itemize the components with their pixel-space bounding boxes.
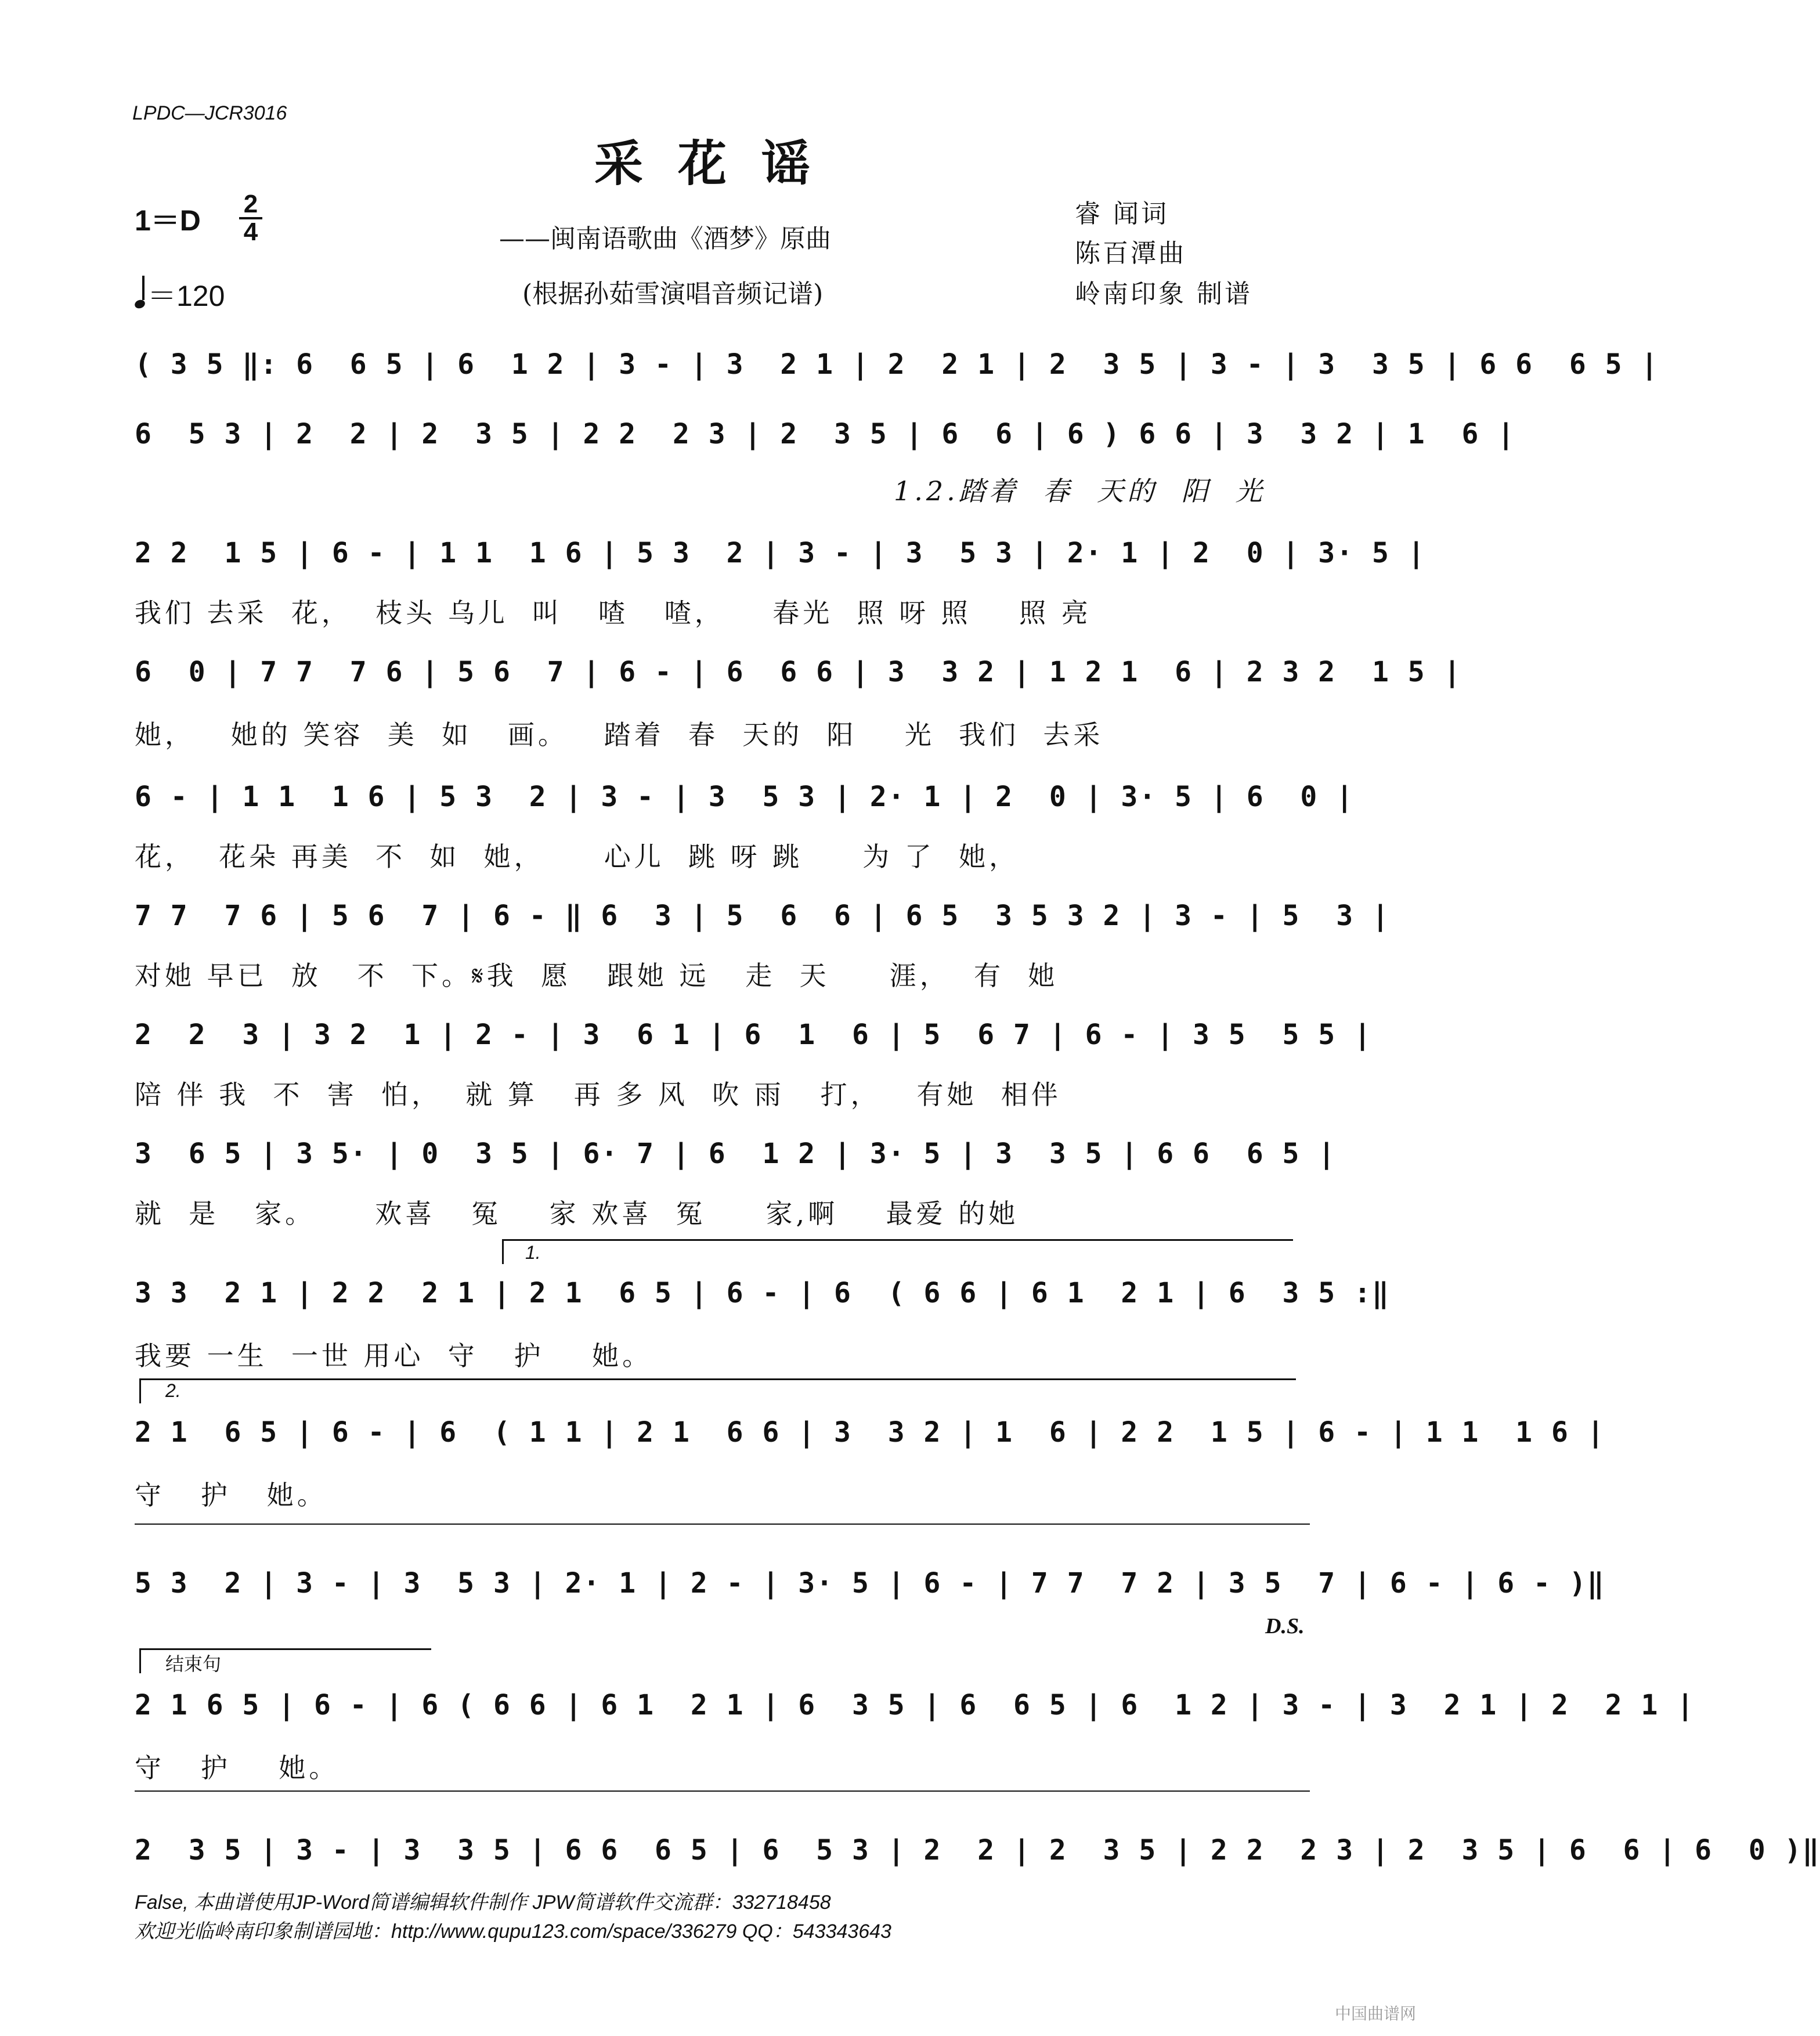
score-line-2-notes: 6 5 3 | 2 2 | 2 3 5 | 2 2 2 3 | 2 3 5 | 6 6 | 6 ) 6 6 | 3 3 2 | 1 6 |	[135, 418, 1516, 450]
score-line-8-lyrics: 就 是 家。 欢喜 冤 家 欢喜 冤 家,啊 最爱 的她	[135, 1198, 1019, 1229]
score-line-11-notes: 5 3 2 | 3 - | 3 5 3 | 2· 1 | 2 - | 3· 5 | 6 - | 7 7 7 2 | 3 5 7 | 6 - | 6 - )‖	[135, 1567, 1605, 1600]
coda-label: 结束句	[165, 1653, 222, 1675]
score-line-7-lyrics: 陪 伴 我 不 害 怕， 就 算 再 多 风 吹 雨 打， 有她 相伴	[135, 1079, 1061, 1110]
first-ending-bracket	[502, 1239, 1293, 1264]
footer-line-1: False, 本曲谱使用JP-Word简谱编辑软件制作 JPW简谱软件交流群：332718458	[135, 1891, 831, 1914]
section-divider	[135, 1524, 1310, 1525]
time-signature	[239, 190, 262, 246]
quarter-note-icon	[133, 298, 146, 309]
composer-credit: 陈百潭曲	[1075, 239, 1186, 268]
meter-bottom: 4	[243, 218, 258, 246]
second-ending-label: 2.	[165, 1380, 181, 1401]
subtitle: ——闽南语歌曲《酒梦》原曲	[499, 224, 831, 254]
meter-top: 2	[243, 190, 258, 218]
second-ending-bracket	[139, 1378, 1296, 1403]
score-line-6-notes: 7 7 7 6 | 5 6 7 | 6 - ‖ 6 3 | 5 6 6 | 6 5 3 5 3 2 | 3 - | 5 3 |	[135, 900, 1390, 932]
score-line-1-notes: ( 3 5 ‖: 6 6 5 | 6 1 2 | 3 - | 3 2 1 | 2 2 1 | 2 3 5 | 3 - | 3 3 5 | 6 6 6 5 |	[135, 348, 1659, 381]
score-line-13-notes: 2 3 5 | 3 - | 3 3 5 | 6 6 6 5 | 6 5 3 | 2 2 | 2 3 5 | 2 2 2 3 | 2 3 5 | 6 6 | 6 0 )‖	[135, 1834, 1820, 1867]
score-line-3-lyrics: 我们 去采 花， 枝头 乌儿 叫 喳 喳， 春光 照 呀 照 照 亮	[135, 597, 1092, 629]
section-divider-2	[135, 1790, 1310, 1792]
watermark-logo: 中国曲谱网	[1334, 2004, 1416, 2023]
dal-segno-mark: D.S.	[1265, 1614, 1305, 1638]
score-line-6-lyrics: 对她 早已 放 不 下。𝄋我 愿 跟她 远 走 天 涯， 有 她	[135, 960, 1059, 991]
score-line-12-notes: 2 1 6 5 | 6 - | 6 ( 6 6 | 6 1 2 1 | 6 3 5 | 6 6 5 | 6 1 2 | 3 - | 3 2 1 | 2 2 1 |	[135, 1689, 1695, 1721]
first-ending-label: 1.	[525, 1242, 541, 1263]
score-line-7-notes: 2 2 3 | 3 2 1 | 2 - | 3 6 1 | 6 1 6 | 5 6 7 | 6 - | 3 5 5 5 |	[135, 1019, 1372, 1051]
score-line-5-notes: 6 - | 1 1 1 6 | 5 3 2 | 3 - | 3 5 3 | 2· 1 | 2 0 | 3· 5 | 6 0 |	[135, 781, 1355, 813]
score-line-10-notes: 2 1 6 5 | 6 - | 6 ( 1 1 | 2 1 6 6 | 3 3 2 | 1 6 | 2 2 1 5 | 6 - | 1 1 1 6 |	[135, 1416, 1605, 1449]
arranger-credit: 岭南印象 制谱	[1075, 279, 1252, 309]
lyricist-credit: 睿 闻词	[1075, 199, 1169, 229]
footer-line-2: 欢迎光临岭南印象制谱园地：http://www.qupu123.com/space/336279 QQ：543343643	[135, 1921, 891, 1943]
score-line-3-notes: 2 2 1 5 | 6 - | 1 1 1 6 | 5 3 2 | 3 - | 3 5 3 | 2· 1 | 2 0 | 3· 5 |	[135, 537, 1426, 569]
score-code: LPDC—JCR3016	[132, 102, 287, 124]
score-line-2-lyrics: 1.2.踏着 春 天的 阳 光	[894, 475, 1266, 507]
score-line-4-lyrics: 她， 她的 笑容 美 如 画。 踏着 春 天的 阳 光 我们 去采	[135, 719, 1104, 750]
score-line-9-notes: 3 3 2 1 | 2 2 2 1 | 2 1 6 5 | 6 - | 6 ( 6 6 | 6 1 2 1 | 6 3 5 :‖	[135, 1277, 1390, 1309]
key-signature: 1＝D	[135, 204, 201, 237]
tempo-value: ＝120	[147, 280, 225, 312]
score-line-5-lyrics: 花， 花朵 再美 不 如 她， 心儿 跳 呀 跳 为 了 她，	[135, 841, 1020, 872]
song-title: 采花谣	[594, 135, 845, 192]
tempo-marking	[135, 273, 225, 315]
score-line-10-lyrics: 守 护 她。	[135, 1479, 327, 1511]
source-note: (根据孙茹雪演唱音频记谱)	[522, 279, 824, 309]
score-line-8-notes: 3 6 5 | 3 5· | 0 3 5 | 6· 7 | 6 1 2 | 3· 5 | 3 3 5 | 6 6 6 5 |	[135, 1138, 1337, 1170]
score-line-12-lyrics: 守 护 她。	[135, 1752, 340, 1784]
score-line-4-notes: 6 0 | 7 7 7 6 | 5 6 7 | 6 - | 6 6 6 | 3 3 2 | 1 2 1 6 | 2 3 2 1 5 |	[135, 656, 1462, 688]
score-line-9-lyrics: 我要 一生 一世 用心 守 护 她。	[135, 1340, 653, 1371]
